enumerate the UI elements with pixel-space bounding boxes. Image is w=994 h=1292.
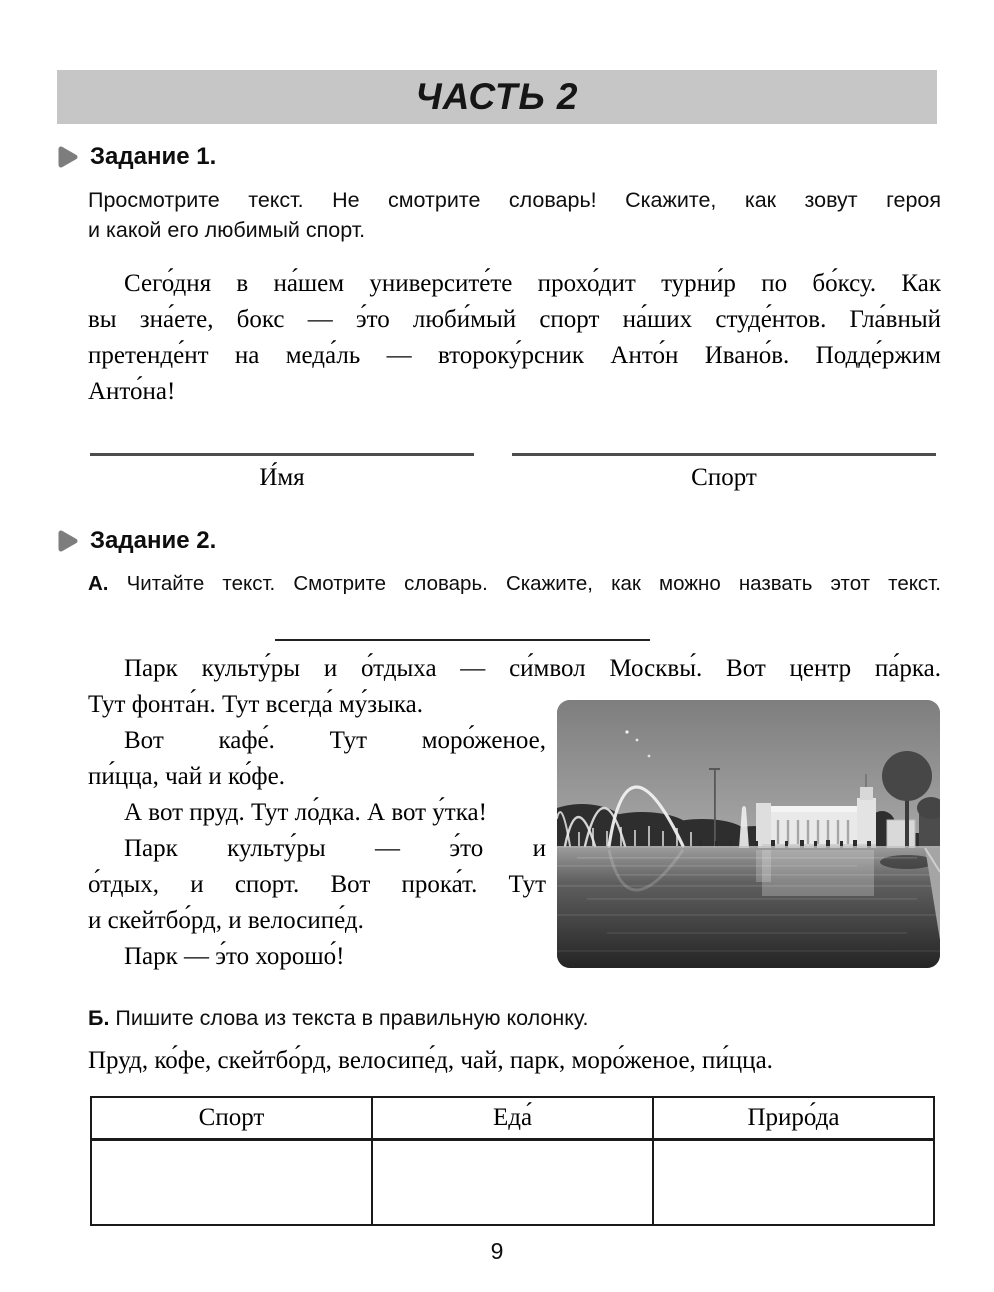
- word-list: Пруд, ко́фе, скейтбо́рд, велосипе́д, чай, парк, моро́женое, пи́цца.: [88, 1047, 773, 1074]
- instruction-line: Просмотрите текст. Не смотрите словарь! Скажите, как зовут героя: [88, 188, 941, 212]
- sport-answer-blank-line: [512, 453, 936, 500]
- table-cell-empty: [91, 1139, 372, 1225]
- reading-line: Парк культу́ры — э́то и: [124, 835, 546, 862]
- table-header-sport: Спорт: [91, 1097, 372, 1139]
- passage-line: вы зна́ете, бокс — э́то люби́мый спорт на́ших студе́нтов. Гла́вный: [88, 306, 941, 333]
- vocab-table: [90, 1096, 935, 1226]
- reading-first-line: Парк культу́ры и о́тдыха — си́мвол Москвы́. Вот центр па́рка.: [124, 655, 941, 682]
- reading-line: А вот пруд. Тут ло́дка. А вот у́тка!: [124, 799, 487, 826]
- table-cell-empty: [372, 1139, 653, 1225]
- name-blank-label: И́мя: [259, 464, 305, 491]
- task1-heading: Задание 1.: [90, 143, 217, 170]
- task2-partA-instruction: [88, 570, 941, 598]
- part-a-label: А.: [88, 572, 109, 595]
- gorky-park-photo: [557, 700, 940, 968]
- table-cell-empty: [653, 1139, 934, 1225]
- passage-line: Анто́на!: [88, 378, 176, 405]
- reading-line: и скейтбо́рд, и велосипе́д.: [88, 907, 364, 934]
- part-b-text: Пишите слова из текста в правильную колонку.: [115, 1006, 589, 1030]
- task2-heading: Задание 2.: [90, 527, 217, 554]
- task1-passage: [88, 266, 941, 410]
- part-b-label: Б.: [88, 1006, 110, 1030]
- name-answer-blank-line: [90, 453, 474, 500]
- reading-line: о́тдых, и спорт. Вот прока́т. Тут: [88, 871, 546, 898]
- table-row: [91, 1139, 934, 1225]
- sport-blank-label: Спорт: [691, 464, 757, 491]
- right-triangle-arrow-icon: [57, 529, 79, 553]
- reading-line: Парк — э́то хорошо́!: [124, 943, 345, 970]
- title-blank-line: [275, 639, 650, 641]
- gorky-park-photo-graphic: [557, 700, 940, 968]
- task1-heading-row: [57, 143, 216, 171]
- passage-line: претенде́нт на меда́ль — второку́рсник Анто́н Ивано́в. Подде́ржим: [88, 342, 941, 369]
- table-header-eda: Еда́: [372, 1097, 653, 1139]
- part-a-text: Читайте текст. Смотрите словарь. Скажите, как можно назвать этот текст.: [126, 572, 941, 595]
- reading-line: Вот кафе́. Тут моро́женое,: [124, 727, 546, 754]
- right-triangle-arrow-icon: [57, 145, 79, 169]
- task2-heading-row: [57, 527, 216, 555]
- passage-line: Сего́дня в на́шем университе́те прохо́дит турни́р по бо́ксу. Как: [124, 270, 941, 297]
- reading-line: Тут фонта́н. Тут всегда́ му́зыка.: [88, 691, 424, 718]
- part-title: ЧАСТЬ 2: [415, 76, 579, 117]
- reading-line: пи́цца, чай и ко́фе.: [88, 763, 285, 790]
- table-header-row: [91, 1097, 934, 1139]
- task1-instruction: [88, 185, 941, 245]
- part-banner: [57, 70, 937, 124]
- page-number: 9: [490, 1238, 504, 1264]
- instruction-line: и какой его любимый спорт.: [88, 218, 366, 242]
- task2-partB-instruction: [88, 1004, 941, 1032]
- table-header-priroda: Приро́да: [653, 1097, 934, 1139]
